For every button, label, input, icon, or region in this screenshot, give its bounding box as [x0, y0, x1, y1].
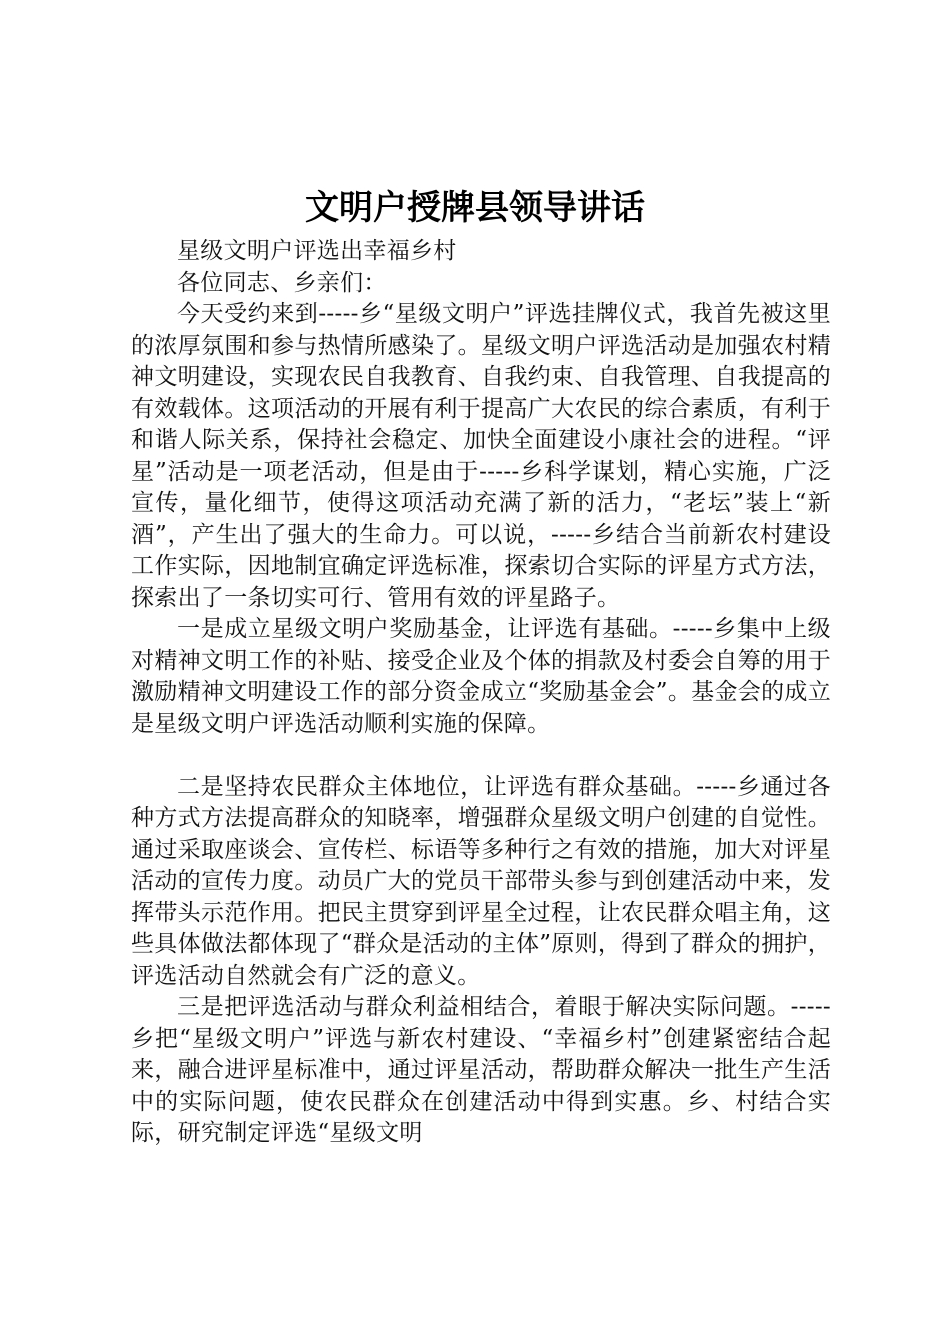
paragraph-point-one: 一是成立星级文明户奖励基金，让评选有基础。-----乡集中上级对精神文明工作的补贴、接受企业及个体的捐款及村委会自筹的用于激励精神文明建设工作的部分资金成立“奖励基金会”。基金会的成立是星级文明户评选活动顺利实施的保障。 — [131, 616, 831, 737]
paragraph-intro: 今天受约来到-----乡“星级文明户”评选挂牌仪式，我首先被这里的浓厚氛围和参与热情所感染了。星级文明户评选活动是加强农村精神文明建设，实现农民自我教育、自我约束、自我管理、自我提高的有效载体。这项活动的开展有利于提高广大农民的综合素质，有利于和谐人际关系，保持社会稳定、加快全面建设小康社会的进程。“评星”活动是一项老活动，但是由于-----乡科学谋划，精心实施，广泛宣传，量化细节，使得这项活动充满了新的活力，“老坛”装上“新酒”，产生出了强大的生命力。可以说，-----乡结合当前新农村建设工作实际，因地制宜确定评选标准，探索切合实际的评星方式方法，探索出了一条切实可行、管用有效的评星路子。 — [131, 301, 831, 611]
paragraph-point-three: 三是把评选活动与群众利益相结合，着眼于解决实际问题。-----乡把“星级文明户”评选与新农村建设、“幸福乡村”创建紧密结合起来，融合进评星标准中，通过评星活动，帮助群众解决一批生产生活中的实际问题，使农民群众在创建活动中得到实惠。乡、村结合实际，研究制定评选“星级文明 — [131, 994, 831, 1146]
salutation-line: 各位同志、乡亲们： — [177, 269, 387, 296]
document-title: 文明户授牌县领导讲话 — [305, 188, 645, 228]
document-body — [131, 236, 831, 1150]
paragraph-point-two: 二是坚持农民群众主体地位，让评选有群众基础。-----乡通过各种方式方法提高群众的知晓率，增强群众星级文明户创建的自觉性。通过采取座谈会、宣传栏、标语等多种行之有效的措施，加大对评星活动的宣传力度。动员广大的党员干部带头参与到创建活动中来，发挥带头示范作用。把民主贯穿到评星全过程，让农民群众唱主角，这些具体做法都体现了“群众是活动的主体”原则，得到了群众的拥护，评选活动自然就会有广泛的意义。 — [131, 773, 831, 989]
paragraph-spacer — [131, 740, 831, 772]
subtitle-line: 星级文明户评选出幸福乡村 — [177, 238, 457, 264]
